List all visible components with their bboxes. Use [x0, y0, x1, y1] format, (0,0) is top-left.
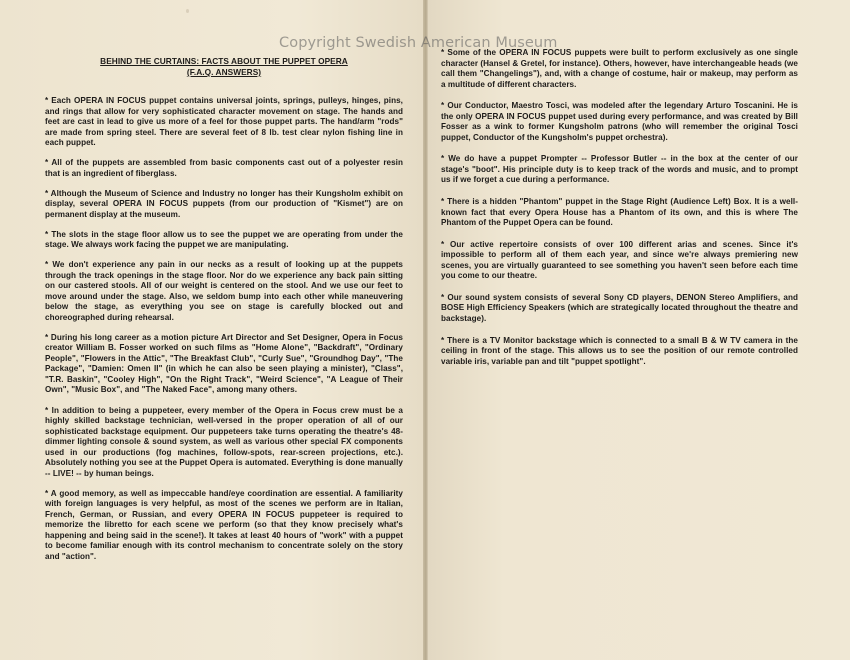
heading-subtitle: (F.A.Q. ANSWERS) — [186, 67, 262, 77]
faq-paragraph-stage-slots: * The slots in the stage floor allow us to see the puppet we are operating from under the stage. We always work facing the puppet we are manipulating. — [45, 229, 403, 250]
faq-paragraph-no-pain: * We don't experience any pain in our necks as a result of looking up at the puppets through the track openings in the stage floor. Nor do we experience any back pain sitting on our castered stools. All of our weight is centered on the stool. And we use our feet to move around under the stage. Also, we seldom bump into each other while maneuvering below the stage, as everything you see on stage is carefully blocked out and choreographed during rehearsal. — [45, 260, 403, 322]
faq-paragraph-memory: * A good memory, as well as impeccable hand/eye coordination are essential. A familiarity with foreign languages is very helpful, as most of the scenes we perform are in Italian, French, German, or Russian, and every OPERA IN FOCUS puppeteer is required to memorize the libretto for each scene we perform (so that they know precisely what's happening and being said in the scene!). It takes at least 40 hours of "work" with a puppet to become familiar enough with its control mechanism to concentrate solely on the story and "action". — [45, 488, 403, 561]
faq-paragraph-conductor: * Our Conductor, Maestro Tosci, was modeled after the legendary Arturo Toscanini. He is the only OPERA IN FOCUS puppet used during every performance, and was created by Bill Fosser as a wink to former Kungsholm patrons (who will remember the original Tosci puppet, Conductor of the Kungsholm's puppet orchestra). — [441, 101, 798, 142]
right-page — [427, 0, 850, 660]
faq-paragraph-technicians: * In addition to being a puppeteer, every member of the Opera in Focus crew must be a highly skilled backstage technician, well-versed in the proper operation of all of our sophisticated backstage equipment. Our puppeteers take turns operating the theatre's 48-dimmer lighting console & sound system, as well as various other special FX components used in our productions (fog machines, follow-spots, rear-screen projections, etc.). Absolutely nothing you see at the Puppet Opera is automated. Everything is done manually -- LIVE! -- by human beings. — [45, 405, 403, 478]
faq-paragraph-changelings: * Some of the OPERA IN FOCUS puppets were built to perform exclusively as one single character (Hansel & Gretel, for instance). Others, however, have interchangeable heads (we call them "Changelings"), and, with a change of costume, hair or makeup, may perform as a multitude of different characters. — [441, 48, 798, 89]
paper-speck — [186, 9, 189, 13]
faq-paragraph-museum: * Although the Museum of Science and Industry no longer has their Kungsholm exhibit on display, several OPERA IN FOCUS puppets (from our production of "Kismet") are on permanent display at the museum. — [45, 188, 403, 219]
copyright-watermark: Copyright Swedish American Museum — [279, 35, 558, 51]
right-page-content — [441, 48, 798, 378]
left-page-content — [45, 56, 403, 572]
faq-paragraph-fosser-films: * During his long career as a motion picture Art Director and Set Designer, Opera in Focus creator William B. Fosser worked on such films as "Home Alone", "Backdraft", "Ordinary People", "Flowers in the Attic", "The Breakfast Club", "Curly Sue", "Groundhog Day", "The Package", "Damien: Omen II" (in which he can also be seen playing a minister), "Class", "T.R. Baskin", "Cooley High", "On the Right Track", "Weird Science", "A League of Their Own", "Music Box", and "The Naked Face", among many others. — [45, 332, 403, 395]
left-page — [0, 0, 424, 660]
faq-paragraph-repertoire: * Our active repertoire consists of over 100 different arias and scenes. Since it's impossible to perform all of them each year, and since we're always premiering new scenes, you are virtually guaranteed to see something you haven't seen before each time you come to our theatre. — [441, 239, 798, 281]
faq-paragraph-sound-system: * Our sound system consists of several Sony CD players, DENON Stereo Amplifiers, and BOSE High Efficiency Speakers (which are strategically located throughout the theatre and backstage). — [441, 292, 798, 323]
faq-paragraph-tv-monitor: * There is a TV Monitor backstage which is connected to a small B & W TV camera in the ceiling in front of the stage. This allows us to see the position of our remote controlled variable iris, variable pan and tilt "puppet spotlight". — [441, 335, 798, 366]
faq-paragraph-phantom: * There is a hidden "Phantom" puppet in the Stage Right (Audience Left) Box. It is a well-known fact that every Opera House has a Phantom of its own, and this is where The Phantom of the Puppet Opera can be found. — [441, 197, 798, 228]
faq-paragraph-resin: * All of the puppets are assembled from basic components cast out of a polyester resin that is an ingredient of fiberglass. — [45, 158, 403, 178]
heading-title: BEHIND THE CURTAINS: FACTS ABOUT THE PUPPET OPERA — [100, 56, 348, 66]
faq-paragraph-prompter: * We do have a puppet Prompter -- Professor Butler -- in the box at the center of our stage's "boot". His principle duty is to keep track of the words and music, and to prompt us if we forget a cue during a performance. — [441, 154, 798, 185]
page-heading — [45, 56, 403, 78]
faq-paragraph-puppet-mechanics: * Each OPERA IN FOCUS puppet contains universal joints, springs, pulleys, hinges, pins, and rings that allow for very sophisticated character movement on stage. The hands and feet are cast in lead to give us more of a feel for those puppet parts. The hand/arm "rods" are made from spring steel. There are several feet of 8 lb. test clear nylon fishing line in each puppet. — [45, 96, 403, 147]
